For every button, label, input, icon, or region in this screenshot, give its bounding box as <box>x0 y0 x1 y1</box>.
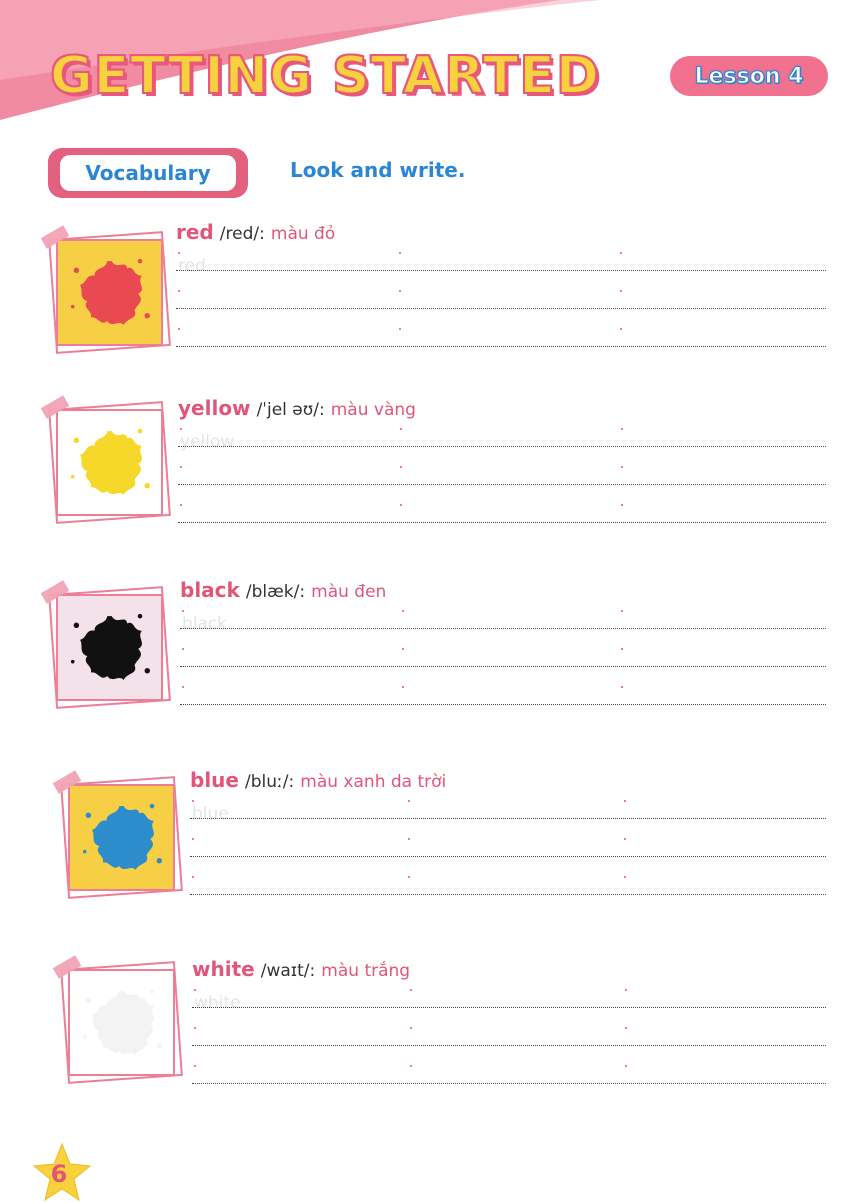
writing-line[interactable] <box>192 1083 826 1084</box>
guide-dot <box>178 252 180 254</box>
vocab-word: red <box>176 220 214 244</box>
guide-dot <box>408 838 410 840</box>
vocabulary-tab-label: Vocabulary <box>85 161 211 185</box>
page-number: 6 <box>50 1160 68 1188</box>
guide-dot <box>410 1065 412 1067</box>
guide-dot <box>192 876 194 878</box>
paint-splash-icon <box>72 973 172 1073</box>
guide-dot <box>399 290 401 292</box>
vocab-meaning: màu đỏ <box>270 224 336 244</box>
vocab-word: white <box>192 957 255 981</box>
guide-dot <box>621 648 623 650</box>
guide-dot <box>621 686 623 688</box>
card-front <box>68 969 175 1076</box>
guide-dot <box>180 466 182 468</box>
guide-dot <box>178 328 180 330</box>
guide-dot <box>625 1065 627 1067</box>
paint-splash-icon <box>72 788 172 888</box>
card-front <box>56 239 163 346</box>
lesson-badge: Lesson 4 <box>670 56 828 96</box>
guide-dot <box>408 800 410 802</box>
guide-dot <box>621 428 623 430</box>
writing-line[interactable] <box>190 856 826 857</box>
writing-line[interactable] <box>176 308 826 309</box>
trace-word: blue <box>192 804 229 824</box>
guide-dot <box>180 504 182 506</box>
vocab-word: black <box>180 578 240 602</box>
trace-word: black <box>182 614 228 634</box>
guide-dot <box>399 252 401 254</box>
color-card-black <box>52 590 167 705</box>
guide-dot <box>625 1027 627 1029</box>
writing-line[interactable] <box>178 446 826 447</box>
guide-dot <box>621 504 623 506</box>
guide-dot <box>620 328 622 330</box>
vocab-ipa: /bluː/: <box>245 772 295 792</box>
vocab-meaning: màu xanh da trời <box>300 772 447 792</box>
vocab-entry-yellow <box>178 396 416 420</box>
page-title: GETTING STARTED <box>50 46 600 106</box>
guide-dot <box>192 838 194 840</box>
guide-dot <box>625 989 627 991</box>
vocab-meaning: màu vàng <box>330 400 416 420</box>
guide-dot <box>182 686 184 688</box>
guide-dot <box>621 610 623 612</box>
guide-dot <box>620 252 622 254</box>
paint-splash-icon <box>60 598 160 698</box>
vocab-ipa: /blæk/: <box>245 582 306 602</box>
guide-dot <box>402 610 404 612</box>
instruction-text: Look and write. <box>290 158 466 182</box>
writing-line[interactable] <box>192 1045 826 1046</box>
guide-dot <box>624 838 626 840</box>
trace-word: white <box>194 993 241 1013</box>
color-card-blue <box>64 780 179 895</box>
guide-dot <box>178 290 180 292</box>
card-front <box>56 409 163 516</box>
guide-dot <box>194 1065 196 1067</box>
guide-dot <box>192 800 194 802</box>
writing-line[interactable] <box>180 704 826 705</box>
guide-dot <box>410 989 412 991</box>
writing-line[interactable] <box>192 1007 826 1008</box>
vocab-entry-black <box>180 578 386 602</box>
card-front <box>68 784 175 891</box>
color-card-red <box>52 235 167 350</box>
paint-splash-icon <box>60 243 160 343</box>
vocab-entry-red <box>176 220 335 244</box>
color-card-white <box>64 965 179 1080</box>
writing-line[interactable] <box>176 346 826 347</box>
trace-word: red <box>178 256 206 276</box>
guide-dot <box>402 686 404 688</box>
guide-dot <box>400 504 402 506</box>
guide-dot <box>410 1027 412 1029</box>
guide-dot <box>624 876 626 878</box>
guide-dot <box>399 328 401 330</box>
vocab-meaning: màu trắng <box>321 961 411 981</box>
writing-line[interactable] <box>190 818 826 819</box>
guide-dot <box>620 290 622 292</box>
guide-dot <box>180 428 182 430</box>
guide-dot <box>182 610 184 612</box>
vocab-ipa: /red/: <box>219 224 265 244</box>
guide-dot <box>400 466 402 468</box>
paint-splash-icon <box>60 413 160 513</box>
guide-dot <box>624 800 626 802</box>
vocab-ipa: /waɪt/: <box>260 961 316 981</box>
vocab-entry-blue <box>190 768 446 792</box>
vocab-word: blue <box>190 768 239 792</box>
writing-line[interactable] <box>180 666 826 667</box>
guide-dot <box>400 428 402 430</box>
trace-word: yellow <box>180 432 235 452</box>
vocab-word: yellow <box>178 396 251 420</box>
card-front <box>56 594 163 701</box>
guide-dot <box>182 648 184 650</box>
writing-line[interactable] <box>178 522 826 523</box>
color-card-yellow <box>52 405 167 520</box>
guide-dot <box>194 1027 196 1029</box>
vocab-entry-white <box>192 957 410 981</box>
guide-dot <box>621 466 623 468</box>
writing-line[interactable] <box>176 270 826 271</box>
guide-dot <box>408 876 410 878</box>
writing-line[interactable] <box>178 484 826 485</box>
vocab-meaning: màu đen <box>311 582 387 602</box>
writing-line[interactable] <box>190 894 826 895</box>
guide-dot <box>402 648 404 650</box>
writing-line[interactable] <box>180 628 826 629</box>
vocab-ipa: /ˈjel əʊ/: <box>256 400 325 420</box>
guide-dot <box>194 989 196 991</box>
